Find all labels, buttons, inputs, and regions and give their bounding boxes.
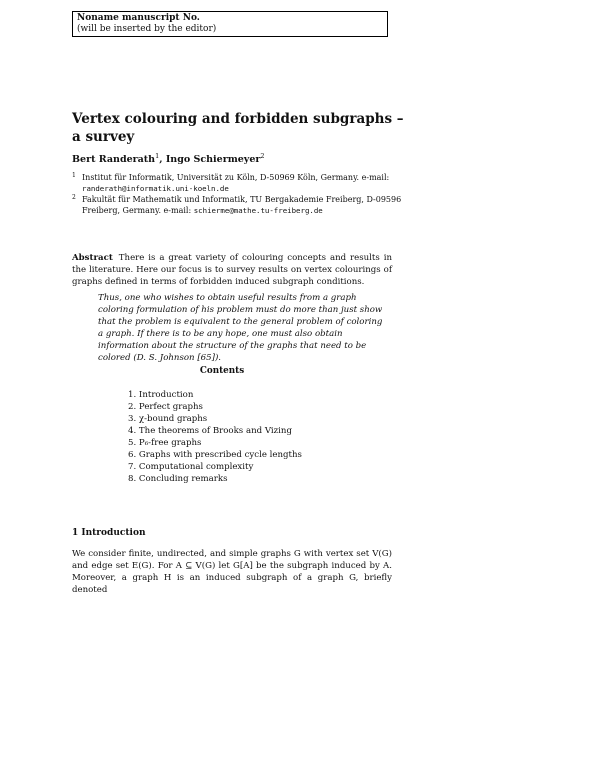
toc-item-chi-bound-graphs: 3. χ-bound graphs (128, 414, 208, 424)
author-separator: , (159, 154, 166, 166)
author-2: Ingo Schiermeyer (165, 154, 261, 166)
affiliation-1-number: 1 (72, 172, 76, 179)
author-line (72, 152, 265, 165)
manuscript-box (72, 11, 388, 37)
affiliation-2-text: Fakultät für Mathematik und Informatik, TU Bergakademie Freiberg, D-09596 Freiberg, Germany. e-mail: (82, 195, 402, 215)
toc-item-p6-free-graphs: 5. P₆-free graphs (128, 438, 202, 448)
manuscript-note: (will be inserted by the editor) (77, 24, 217, 34)
paper-title-line2: a survey (72, 129, 135, 145)
author-2-mark: 2 (260, 152, 265, 160)
toc-item-computational-complexity: 7. Computational complexity (128, 462, 254, 472)
toc-item-cycle-lengths: 6. Graphs with prescribed cycle lengths (128, 450, 302, 460)
table-of-contents (128, 389, 302, 485)
section-heading-introduction: 1 Introduction (72, 528, 146, 538)
introduction-paragraph: We consider finite, undirected, and simple graphs G with vertex set V(G) and edge set E(G). For A ⊆ V(G) let G[A] be the subgraph induced by A. Moreover, a graph H is an induced subgraph of a graph G, briefly denoted (72, 549, 392, 595)
toc-item-perfect-graphs: 2. Perfect graphs (128, 402, 203, 412)
manuscript-number: Noname manuscript No. (77, 13, 200, 23)
paper-title (72, 110, 412, 146)
abstract-label: Abstract (72, 253, 113, 263)
epigraph-quote: Thus, one who wishes to obtain useful results from a graph coloring formulation of his problem must do more than just show that the problem is equivalent to the general problem of coloring a graph. If there is to be any hope, one must also obtain information about the structure of the graphs that need to be colored (D. S. Johnson [65]). (98, 293, 383, 363)
author-1-mark: 1 (155, 152, 160, 160)
abstract (72, 252, 392, 288)
contents-heading: Contents (199, 366, 245, 376)
toc-item-concluding-remarks: 8. Concluding remarks (128, 474, 228, 484)
affiliation-1-text: Institut für Informatik, Universität zu Köln, D-50969 Köln, Germany. e-mail: (82, 173, 390, 182)
affiliation-2 (72, 194, 402, 216)
affiliation-2-email: schierme@mathe.tu-freiberg.de (193, 206, 323, 215)
toc-item-introduction: 1. Introduction (128, 390, 194, 400)
affiliation-2-number: 2 (72, 194, 76, 201)
paper-title-line1: Vertex colouring and forbidden subgraphs – (72, 111, 404, 127)
abstract-text: There is a great variety of colouring concepts and results in the literature. Here our focus is to survey results on vertex colourings of graphs defined in terms of forbidden induced subgraph conditions. (72, 253, 392, 287)
affiliation-1-email: randerath@informatik.uni-koeln.de (82, 184, 229, 193)
toc-item-brooks-vizing: 4. The theorems of Brooks and Vizing (128, 426, 292, 436)
affiliation-1 (72, 172, 402, 194)
author-1: Bert Randerath (72, 154, 156, 166)
